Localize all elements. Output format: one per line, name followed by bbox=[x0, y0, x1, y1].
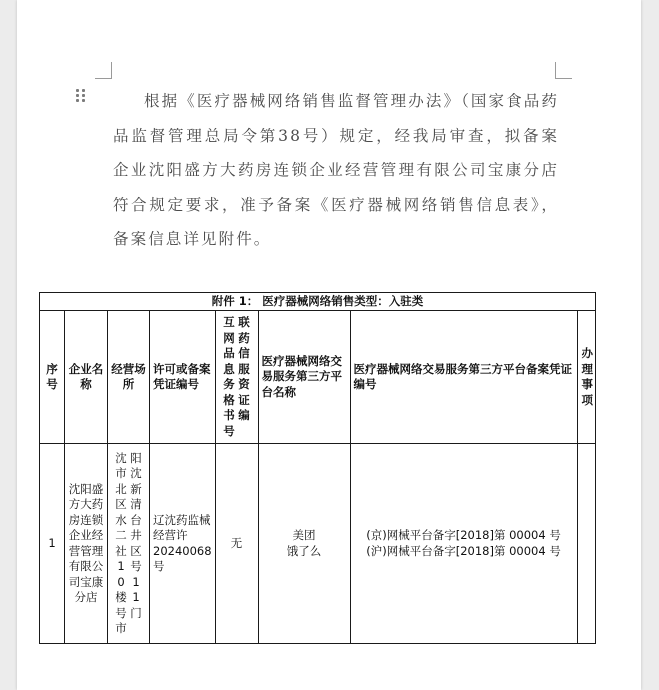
cell-address-col2: 阳沈新清台井区号11门 bbox=[130, 450, 142, 620]
cell-internet-info-cert: 无 bbox=[215, 444, 258, 644]
cell-company-name: 沈阳盛方大药房连锁企业经营管理有限公司宝康分店 bbox=[65, 444, 108, 644]
platform-cert-shanghai: (沪)网械平台备字[2018]第 00004 号 bbox=[366, 543, 561, 558]
cell-platform-cert bbox=[350, 444, 577, 644]
attachment-table bbox=[39, 292, 596, 644]
header-internet-info-cert-col2: 联药信服资证编 bbox=[238, 315, 250, 422]
header-internet-info-cert-col1: 互网品息务格书号 bbox=[223, 315, 235, 438]
header-platform-name: 医疗器械网络交易服务第三方平台名称 bbox=[258, 311, 350, 444]
cell-platform-name bbox=[258, 444, 350, 644]
platform-name-eleme: 饿了么 bbox=[286, 543, 322, 558]
platform-name-meituan: 美团 bbox=[292, 528, 316, 542]
header-handling-matter: 办理事项 bbox=[577, 311, 596, 444]
header-company-name: 企业名称 bbox=[65, 311, 108, 444]
drag-handle-icon[interactable] bbox=[76, 89, 86, 103]
margin-corner-top-left bbox=[95, 62, 112, 79]
cell-address-col1: 沈市北区水二社10楼号市 bbox=[115, 450, 127, 635]
platform-cert-beijing: (京)网械平台备字[2018]第 00004 号 bbox=[366, 528, 561, 542]
cell-handling-matter bbox=[577, 444, 596, 644]
header-internet-info-cert bbox=[215, 311, 258, 444]
header-license-number: 许可或备案凭证编号 bbox=[150, 311, 216, 444]
cell-business-address bbox=[108, 444, 150, 644]
table-row bbox=[40, 444, 596, 644]
header-business-address: 经营场所 bbox=[108, 311, 150, 444]
margin-corner-top-right bbox=[555, 62, 572, 79]
body-paragraph: 根据《医疗器械网络销售监督管理办法》（国家食品药品监督管理总局令第38号）规定，经我局审查，拟备案企业沈阳盛方大药房连锁企业经营管理有限公司宝康分店符合规定要求，准予备案《医疗器械网络销售信息表》，备案信息详见附件。 bbox=[113, 92, 559, 248]
table-caption: 附件 1： 医疗器械网络销售类型：入驻类 bbox=[40, 293, 596, 311]
cell-license-number: 辽沈药监械经营许20240068号 bbox=[150, 444, 216, 644]
table-header-row bbox=[40, 311, 596, 444]
cell-seq: 1 bbox=[40, 444, 65, 644]
header-platform-cert: 医疗器械网络交易服务第三方平台备案凭证编号 bbox=[350, 311, 577, 444]
header-seq: 序号 bbox=[40, 311, 65, 444]
